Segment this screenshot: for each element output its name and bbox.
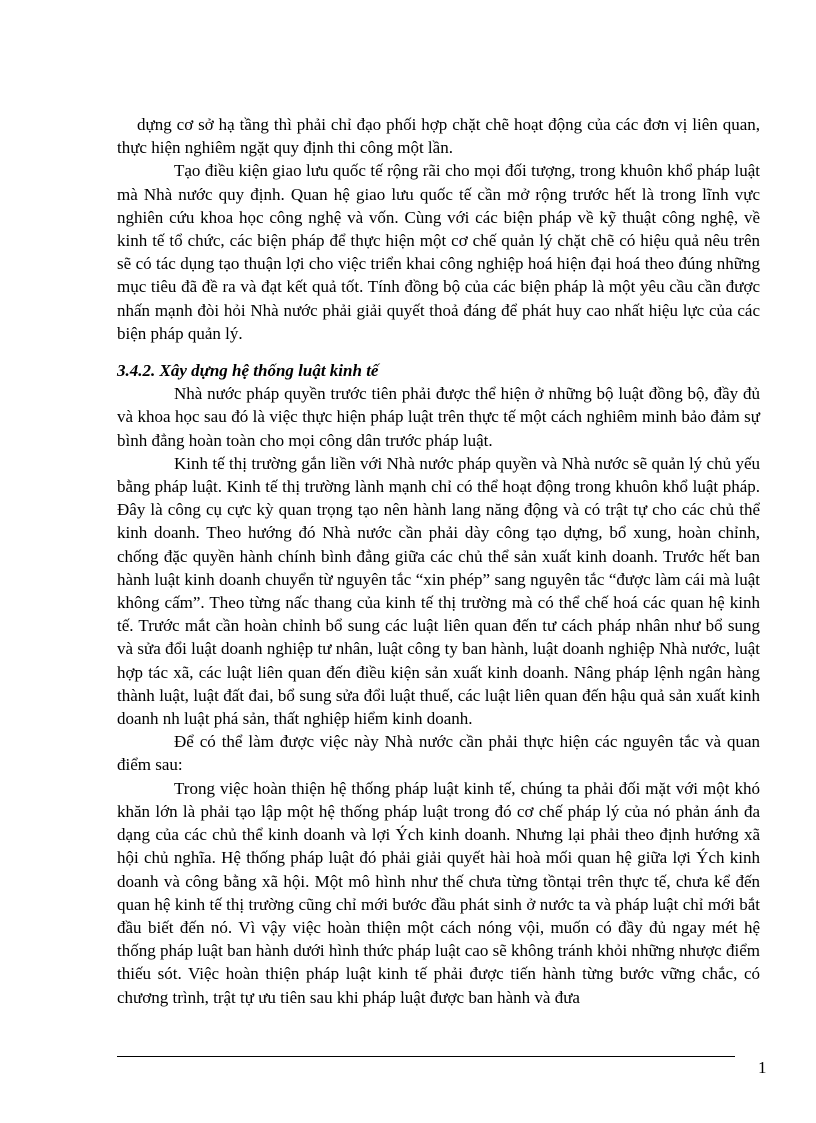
page-body — [117, 113, 760, 1009]
body-paragraph: Tạo điều kiện giao lưu quốc tế rộng rãi cho mọi đối tượng, trong khuôn khổ pháp luật mà Nhà nước quy định. Quan hệ giao lưu quốc tế cần mở rộng trước hết là trong lĩnh vực nghiên cứu khoa học công nghệ và vốn. Cùng với các biện pháp về kỹ thuật công nghệ, về kinh tế tổ chức, các biện pháp để thực hiện một cơ chế quản lý chặt chẽ có hiệu quả nêu trên sẽ có tác dụng tạo thuận lợi cho việc triển khai công nghiệp hoá hiện đại hoá theo đúng những mục tiêu đã đề ra và đạt kết quả tốt. Tính đồng bộ của các biện pháp là một yêu cầu cần được nhấn mạnh đòi hỏi Nhà nước phải giải quyết thoả đáng để phát huy cao nhất hiệu lực của các biện pháp quản lý. — [117, 161, 760, 343]
body-paragraph: Nhà nước pháp quyền trước tiên phải được thể hiện ở những bộ luật đồng bộ, đầy đủ và khoa học sau đó là việc thực hiện pháp luật trên thực tế một cách nghiêm minh bảo đảm sự bình đẳng hoàn toàn cho mọi công dân trước pháp luật. — [117, 384, 760, 450]
footer-divider — [117, 1056, 735, 1057]
body-paragraph: Để có thể làm được việc này Nhà nước cần phải thực hiện các nguyên tắc và quan điểm sau: — [117, 732, 760, 775]
body-paragraph: dựng cơ sở hạ tầng thì phải chỉ đạo phối hợp chặt chẽ hoạt động của các đơn vị liên quan, thực hiện nghiêm ngặt quy định thi công một lần. — [117, 115, 760, 158]
body-paragraph: Kinh tế thị trường gắn liền với Nhà nước pháp quyền và Nhà nước sẽ quản lý chủ yếu bằng pháp luật. Kinh tế thị trường lành mạnh chỉ có thể hoạt động trong khuôn khổ luật pháp. Đây là công cụ cực kỳ quan trọng tạo nên hành lang năng động và có trật tự cho các chủ thể kinh doanh. Theo hướng đó Nhà nước cần phải dày công tạo dựng, bổ xung, hoàn chỉnh, chống đặc quyền hành chính bình đẳng giữa các chủ thể sản xuất kinh doanh. Trước hết ban hành luật kinh doanh chuyển từ nguyên tắc “xin phép” sang nguyên tắc “được làm cái mà luật không cấm”. Theo từng nấc thang của kinh tế thị trường mà có thể chế hoá các quan hệ kinh tế. Trước mắt cần hoàn chỉnh bổ sung các luật liên quan đến tư cách pháp nhân như bổ sung và sửa đổi luật doanh nghiệp tư nhân, luật công ty ban hành, luật doanh nghiệp Nhà nước, luật hợp tác xã, các luật liên quan đến điều kiện sản xuất kinh doanh. Nâng pháp lệnh ngân hàng thành luật, luật đất đai, bổ sung sửa đổi luật thuế, các luật liên quan đến hậu quả sản xuất kinh doanh nh luật phá sản, thất nghiệp hiểm kinh doanh. — [117, 453, 760, 729]
page-number: 1 — [758, 1058, 767, 1077]
body-paragraph: Trong việc hoàn thiện hệ thống pháp luật kinh tế, chúng ta phải đối mặt với một khó khăn lớn là phải tạo lập một hệ thống pháp luật trong đó cơ chế pháp lý của nó phản ánh đa dạng của các chủ thể kinh doanh và lợi Ých kinh doanh. Nhưng lại phải theo định hướng xã hội chủ nghĩa. Hệ thống pháp luật đó phải giải quyết hài hoà mối quan hệ giữa lợi Ých kinh doanh và công bằng xã hội. Một mô hình như thế chưa từng tồntại trên thực tế, chưa kể đến quan hệ kinh tế thị trường cũng chỉ mới bước đầu phát sinh ở nước ta và pháp luật chỉ mới bắt đầu biết đến nó. Vì vậy việc hoàn thiện một cách nóng vội, muốn có đầy đủ ngay mét hệ thống pháp luật ban hành dưới hình thức pháp luật cao sẽ không tránh khỏi những nhược điểm thiếu sót. Việc hoàn thiện pháp luật kinh tế phải được tiến hành từng bước vững chắc, có chương trình, trật tự ưu tiên sau khi pháp luật được ban hành và đưa — [117, 778, 760, 1007]
section-heading: 3.4.2. Xây dựng hệ thống luật kinh tế — [117, 361, 379, 381]
